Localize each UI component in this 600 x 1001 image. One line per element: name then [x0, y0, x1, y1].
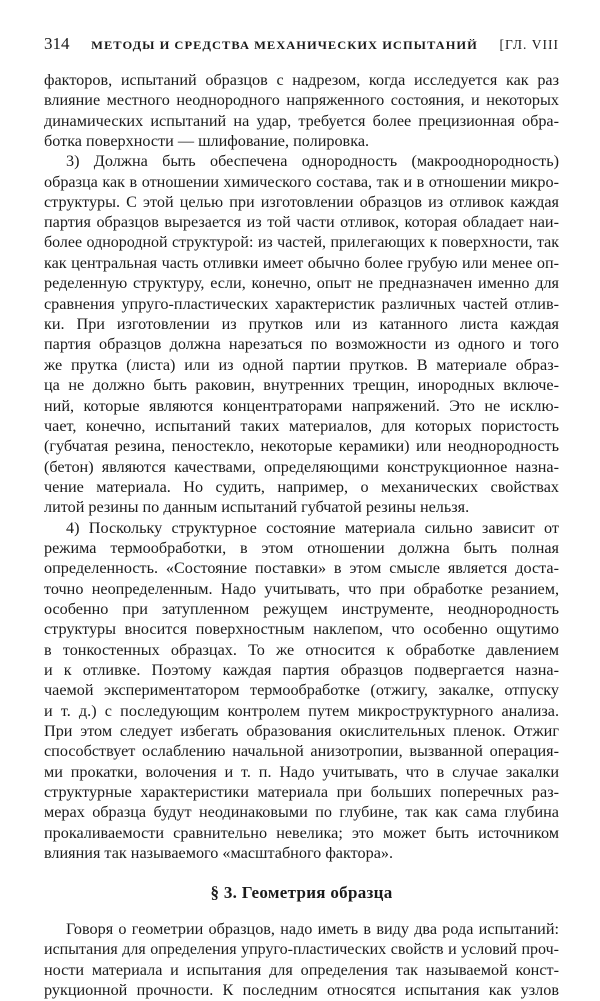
- text-line: испытания для определения упруго-пластических свойств и условий проч-: [44, 940, 559, 958]
- text-line: При этом следует избегать образования окислительных пленок. Отжиг: [44, 722, 559, 740]
- text-line: точно неопределенным. Надо учитывать, что при обработке резанием,: [44, 579, 559, 598]
- text-line: мерах образца будут неодинаковыми по глубине, так как сама глубина: [44, 803, 559, 822]
- text-line: ности материала и испытания для определения так называемой конст-: [44, 961, 559, 980]
- text-line: способствует ослаблению начальной анизотропии, вызванной операция-: [44, 742, 559, 761]
- text-line: ца не должно быть раковин, внутренних трещин, инородных включе-: [44, 376, 559, 395]
- text-line: факторов, испытаний образцов с надрезом, когда исследуется как раз: [44, 71, 559, 89]
- paragraph-heat-treatment: [44, 518, 559, 864]
- text-line: литой резины по данным испытаний губчатой резины нельзя.: [44, 498, 470, 517]
- text-line: ботка поверхности — шлифование, полировка.: [44, 132, 370, 151]
- text-line: динамических испытаний на удар, требуется более прецизионная обра-: [44, 111, 559, 130]
- text-line: структуры. С этой целью при изготовлении образцов из отливок каждая: [44, 193, 559, 212]
- text-line: Говоря о геометрии образцов, надо иметь в виду два рода испытаний:: [66, 920, 559, 939]
- paragraph-geometry: [44, 919, 559, 1000]
- text-line: структурные характеристики материала при больших поперечных раз-: [44, 783, 559, 802]
- text-line: и т. д.) с последующим контролем путем микроструктурного анализа.: [44, 701, 559, 720]
- text-line: в тонкостенных образцах. То же относится к обработке давлением: [44, 640, 559, 659]
- text-line: как центральная часть отливки имеет обычно более грубую или менее оп-: [44, 254, 559, 273]
- text-line: особенно при затупленном режущем инструменте, неоднородность: [44, 599, 559, 618]
- text-line: образца как в отношении химического состава, так и в отношении микро-: [44, 172, 559, 191]
- text-line: партия образцов должна нарезаться по возможности из одного и того: [44, 335, 559, 354]
- text-line: прокаливаемости сравнительно невелика; это может быть источником: [44, 823, 559, 842]
- running-header: [44, 34, 559, 56]
- paragraph-homogeneity: [44, 151, 559, 517]
- text-line: влияния так называемого «масштабного фактора».: [44, 844, 394, 863]
- page-number: 314: [44, 34, 70, 53]
- text-line: режима термообработки, в этом отношении должна быть полная: [44, 538, 559, 557]
- text-line: же прутка (листа) или из одной партии прутков. В материале образ-: [44, 355, 559, 374]
- text-line: ми прокатки, волочения и т. п. Надо учитывать, что в случае закалки: [44, 762, 559, 781]
- text-line: ний, которые являются концентраторами напряжений. Это не исклю-: [44, 396, 559, 415]
- text-line: (губчатая резина, пеностекло, некоторые керамики) или неоднородность: [44, 437, 559, 456]
- text-line: и к отливке. Поэтому каждая партия образцов подвергается назна-: [44, 660, 559, 679]
- text-line: рукционной прочности. К последним относятся испытания как узлов: [44, 981, 559, 1000]
- text-line: чаемой экспериментатором термообработке (отжигу, закалке, отпуску: [44, 681, 559, 700]
- text-line: (бетон) являются качествами, определяющими конструкционное назна-: [44, 457, 559, 476]
- book-page: [44, 34, 559, 1001]
- running-title: МЕТОДЫ И СРЕДСТВА МЕХАНИЧЕСКИХ ИСПЫТАНИЙ: [91, 38, 478, 52]
- text-line: чение материала. Но судить, например, о механических свойствах: [44, 477, 559, 496]
- text-line: ределенную структуру, если, конечно, опыт не предназначен именно для: [44, 274, 559, 293]
- text-line: 3) Должна быть обеспечена однородность (макрооднородность): [66, 152, 559, 171]
- text-line: влияние местного неоднородного напряженного состояния, и некоторых: [44, 91, 559, 110]
- section-heading: § 3. Геометрия образца: [210, 883, 393, 903]
- text-line: определенность. «Состояние поставки» в этом смысле является доста-: [44, 559, 559, 578]
- text-line: сравнения упруго-пластических характеристик различных частей отлив-: [44, 294, 559, 313]
- paragraph-continuation: [44, 70, 559, 151]
- text-line: ки. При изготовлении из прутков или из катанного листа каждая: [44, 315, 559, 334]
- text-line: 4) Поскольку структурное состояние материала сильно зависит от: [66, 518, 559, 537]
- text-line: чает, конечно, испытаний таких материалов, для которых пористость: [44, 416, 559, 435]
- text-line: партия образцов вырезается из той части отливок, которая обладает наи-: [44, 213, 559, 232]
- chapter-label: [ГЛ. VIII: [499, 37, 559, 52]
- text-line: более однородной структурой: из частей, прилегающих к поверхности, так: [44, 233, 559, 251]
- text-line: структуры вносится поверхностным наклепом, что особенно ощутимо: [44, 620, 559, 639]
